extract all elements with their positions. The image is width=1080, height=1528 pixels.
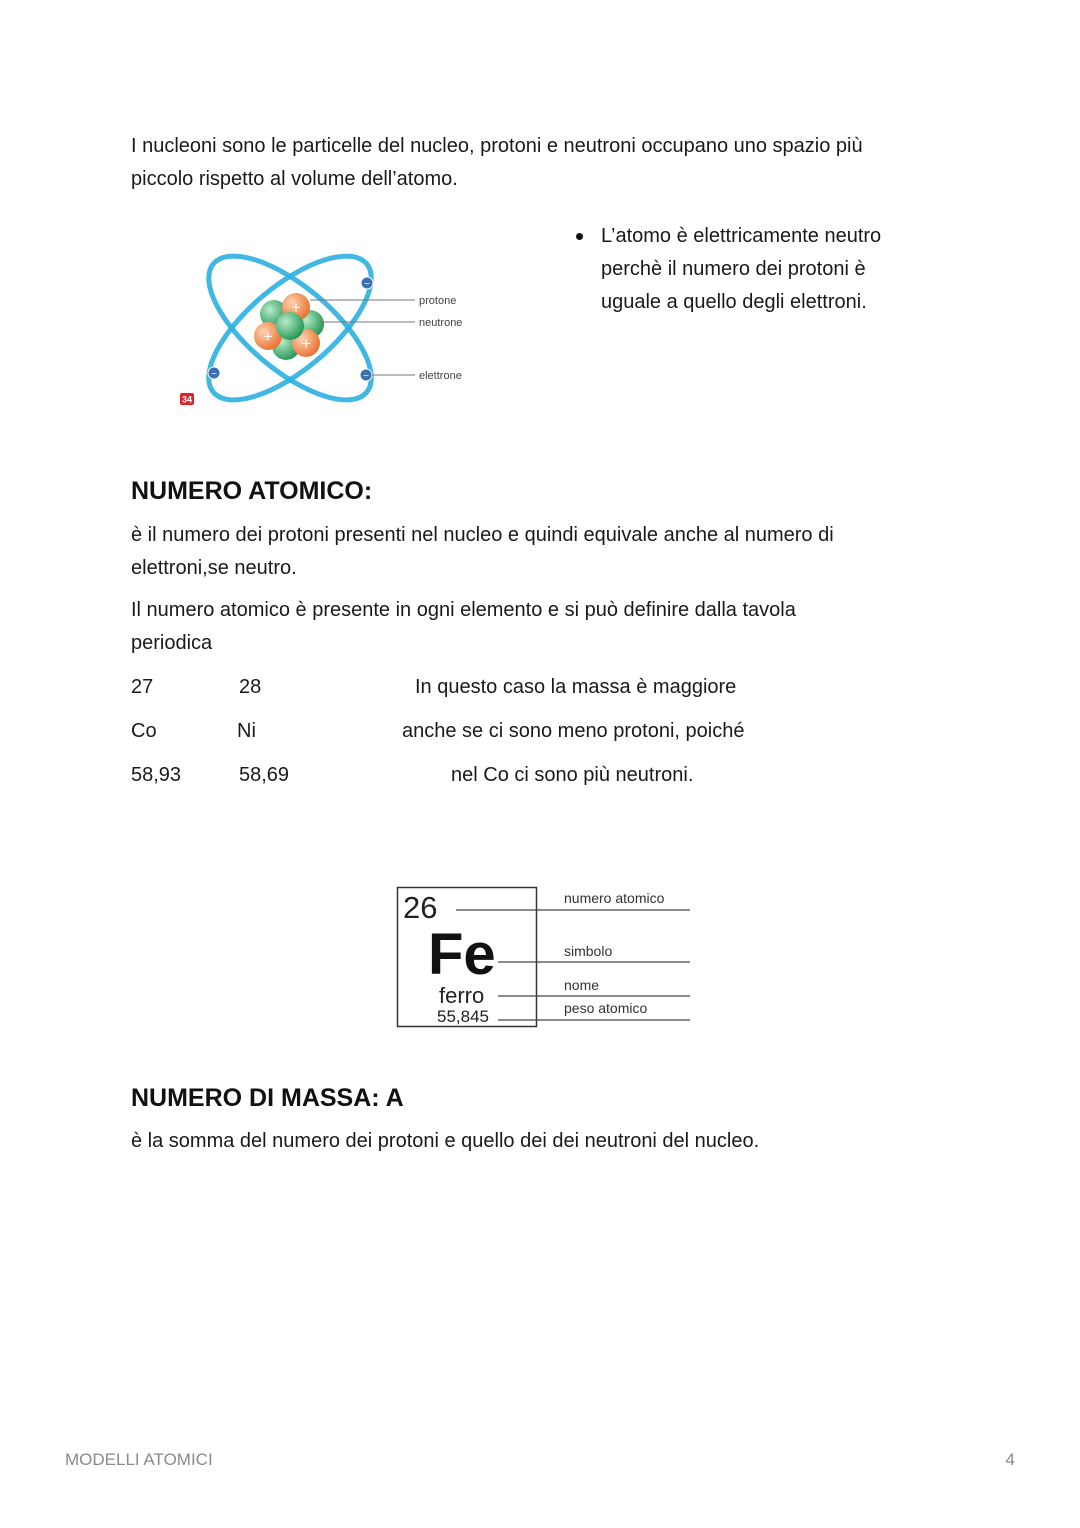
- ni-symbol: Ni: [237, 720, 256, 742]
- electron-minus-sign: −: [211, 369, 217, 380]
- periodic-line-2: periodica: [131, 632, 213, 654]
- bullet-line-3: uguale a quello degli elettroni.: [601, 291, 867, 313]
- bullet-line-2: perchè il numero dei protoni è: [601, 258, 866, 280]
- label-atomic-weight: peso atomico: [564, 1000, 648, 1016]
- bullet-line-1: L’atomo è elettricamente neutro: [601, 225, 882, 247]
- footer-title: MODELLI ATOMICI: [65, 1450, 213, 1469]
- atomic-number-heading: NUMERO ATOMICO:: [131, 477, 373, 505]
- bullet-dot-icon: [576, 233, 583, 240]
- electron-minus-sign: −: [364, 279, 370, 290]
- proton-plus-sign: +: [263, 327, 273, 346]
- figure-number-text: 34: [181, 394, 193, 405]
- atomic-number-def-line-2: elettroni,se neutro.: [131, 557, 297, 579]
- co-mass: 58,93: [131, 764, 182, 786]
- atomic-number-definition: [131, 519, 951, 585]
- atomic-number-def-line-1: è il numero dei protoni presenti nel nucleo e quindi equivale anche al numero di: [131, 524, 834, 546]
- intro-paragraph: [131, 130, 951, 196]
- ni-mass: 58,69: [239, 764, 290, 786]
- label-proton: protone: [419, 295, 457, 307]
- label-electron: elettrone: [419, 370, 462, 382]
- proton-plus-sign: +: [291, 298, 301, 317]
- ni-atomic-number: 28: [239, 676, 262, 698]
- periodic-table-paragraph: [131, 594, 951, 660]
- element-card-diagram: [390, 880, 700, 1035]
- electron-minus-sign: −: [363, 371, 369, 382]
- label-symbol: simbolo: [564, 943, 613, 959]
- comparison-note-line-2: anche se ci sono meno protoni, poiché: [402, 720, 745, 742]
- label-name: nome: [564, 977, 600, 993]
- label-neutron: neutrone: [419, 317, 463, 329]
- atom-diagram: [170, 240, 480, 415]
- element-card-weight: 55,845: [437, 1007, 489, 1026]
- bullet-text: [601, 220, 931, 319]
- comparison-note-line-3: nel Co ci sono più neutroni.: [451, 764, 694, 786]
- comparison-note-line-1: In questo caso la massa è maggiore: [415, 676, 737, 698]
- proton-plus-sign: +: [301, 334, 311, 353]
- co-atomic-number: 27: [131, 676, 154, 698]
- element-card-name: ferro: [439, 983, 485, 1008]
- label-atomic-number: numero atomico: [564, 890, 665, 906]
- intro-line-2: piccolo rispetto al volume dell’atomo.: [131, 168, 458, 190]
- periodic-line-1: Il numero atomico è presente in ogni elemento e si può definire dalla tavola: [131, 599, 796, 621]
- mass-number-definition: è la somma del numero dei protoni e quello dei dei neutroni del nucleo.: [131, 1130, 760, 1152]
- element-card-number: 26: [403, 890, 438, 925]
- mass-number-heading: NUMERO DI MASSA: A: [131, 1084, 404, 1112]
- co-symbol: Co: [131, 720, 157, 742]
- page-number: 4: [1005, 1450, 1015, 1469]
- element-card-symbol: Fe: [428, 922, 496, 987]
- intro-line-1: I nucleoni sono le particelle del nucleo, protoni e neutroni occupano uno spazio più: [131, 135, 863, 157]
